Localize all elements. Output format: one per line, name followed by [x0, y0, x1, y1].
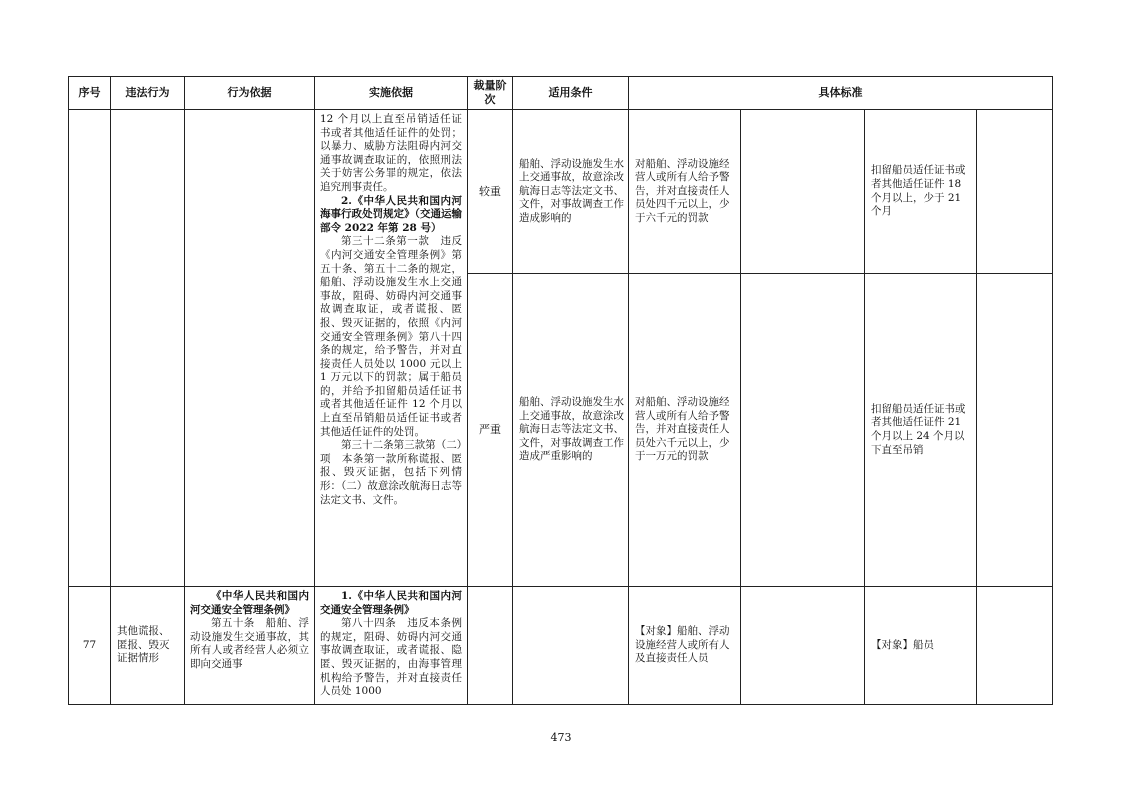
condition-cell: 船舶、浮动设施发生水上交通事故，故意涂改航海日志等法定文书、文件，对事故调查工作造成影响的: [513, 110, 629, 274]
standard-empty-cell: [977, 587, 1053, 705]
impl-paragraph: 第三十二条第三款第（二）项 本条第一款所称谎报、匿报、毁灭证据，包括下列情形：（二）故意涂改航海日志等法定文书、文件。: [320, 439, 462, 506]
grade-cell-empty: [468, 587, 513, 705]
header-impl: 实施依据: [315, 77, 468, 110]
grade-cell: 较重: [468, 110, 513, 274]
impl-text: 第八十四条 违反本条例的规定，阻碍、妨碍内河交通事故调查取证，或者谎报、隐匿、毁灭证据的，由海事管理机构给予警告，并对直接责任人员处 1000: [320, 617, 462, 698]
header-seq: 序号: [69, 77, 111, 110]
header-grade: 裁量阶次: [468, 77, 513, 110]
page-number: 473: [550, 731, 572, 744]
violation-cell: 其他谎报、匿报、毁灭证据情形: [111, 587, 185, 705]
header-standard: 具体标准: [629, 77, 1053, 110]
seq-cell-empty: [69, 110, 111, 587]
condition-cell-empty: [513, 587, 629, 705]
basis-title: 《中华人民共和国内河交通安全管理条例》: [190, 590, 309, 616]
violation-cell-empty: [111, 110, 185, 587]
standard-crew-object: 【对象】船员: [865, 587, 977, 705]
standard-empty-cell: [741, 110, 865, 274]
impl-heading: 2.《中华人民共和国内河海事行政处罚规定》（交通运输部令 2022 年第 28 号）: [320, 194, 462, 234]
standard-crew-cell: 扣留船员适任证书或者其他适任证件 18 个月以上，少于 21 个月: [865, 110, 977, 274]
standard-crew-cell: 扣留船员适任证书或者其他适任证件 21 个月以上 24 个月以下直至吊销: [865, 274, 977, 587]
standard-empty-cell: [977, 110, 1053, 274]
basis-text: 第五十条 船舶、浮动设施发生交通事故，其所有人或者经营人必须立即向交通事: [190, 617, 309, 670]
header-row: [69, 77, 1053, 110]
grade-cell: 严重: [468, 274, 513, 587]
standard-empty-cell: [977, 274, 1053, 587]
impl-title: 1.《中华人民共和国内河交通安全管理条例》: [320, 590, 462, 616]
standard-owner-object: 【对象】船舶、浮动设施经营人或所有人及直接责任人员: [629, 587, 741, 705]
standard-empty-cell: [741, 587, 865, 705]
impl-paragraph: 12 个月以上直至吊销适任证书或者其他适任证件的处罚；以暴力、威胁方法阻碍内河交通事故调查取证的，依照刑法关于妨害公务罪的规定，依法追究刑事责任。: [320, 113, 462, 193]
header-violation: 违法行为: [111, 77, 185, 110]
standard-owner-cell: 对船舶、浮动设施经营人或所有人给予警告，并对直接责任人员处六千元以上，少于一万元的罚款: [629, 274, 741, 587]
standard-owner-cell: 对船舶、浮动设施经营人或所有人给予警告，并对直接责任人员处四千元以上，少于六千元的罚款: [629, 110, 741, 274]
impl-cell: [315, 587, 468, 705]
basis-cell: [185, 587, 315, 705]
standard-empty-cell: [741, 274, 865, 587]
header-condition: 适用条件: [513, 77, 629, 110]
condition-cell: 船舶、浮动设施发生水上交通事故，故意涂改航海日志等法定文书、文件，对事故调查工作造成严重影响的: [513, 274, 629, 587]
impl-cell: [315, 110, 468, 587]
header-basis: 行为依据: [185, 77, 315, 110]
penalty-standard-table: [68, 76, 1053, 705]
table-row: [69, 110, 1053, 274]
seq-cell: 77: [69, 587, 111, 705]
basis-cell-empty: [185, 110, 315, 587]
table-row-77: [69, 587, 1053, 705]
impl-paragraph: 第三十二条第一款 违反《内河交通安全管理条例》第五十条、第五十二条的规定，船舶、浮动设施发生水上交通事故，阻碍、妨碍内河交通事故调查取证，或者谎报、匿报、毁灭证据的，依照《内河交通安全管理条例》第八十四条的规定，给予警告，并对直接责任人员处以 1000 元以上 1 万元以下的罚款；属于船员的，并给予扣留船员适任证书或者其他适任证件 12 个月以上直至吊销船员适任证书或者其他适任证件的处罚。: [320, 235, 462, 438]
